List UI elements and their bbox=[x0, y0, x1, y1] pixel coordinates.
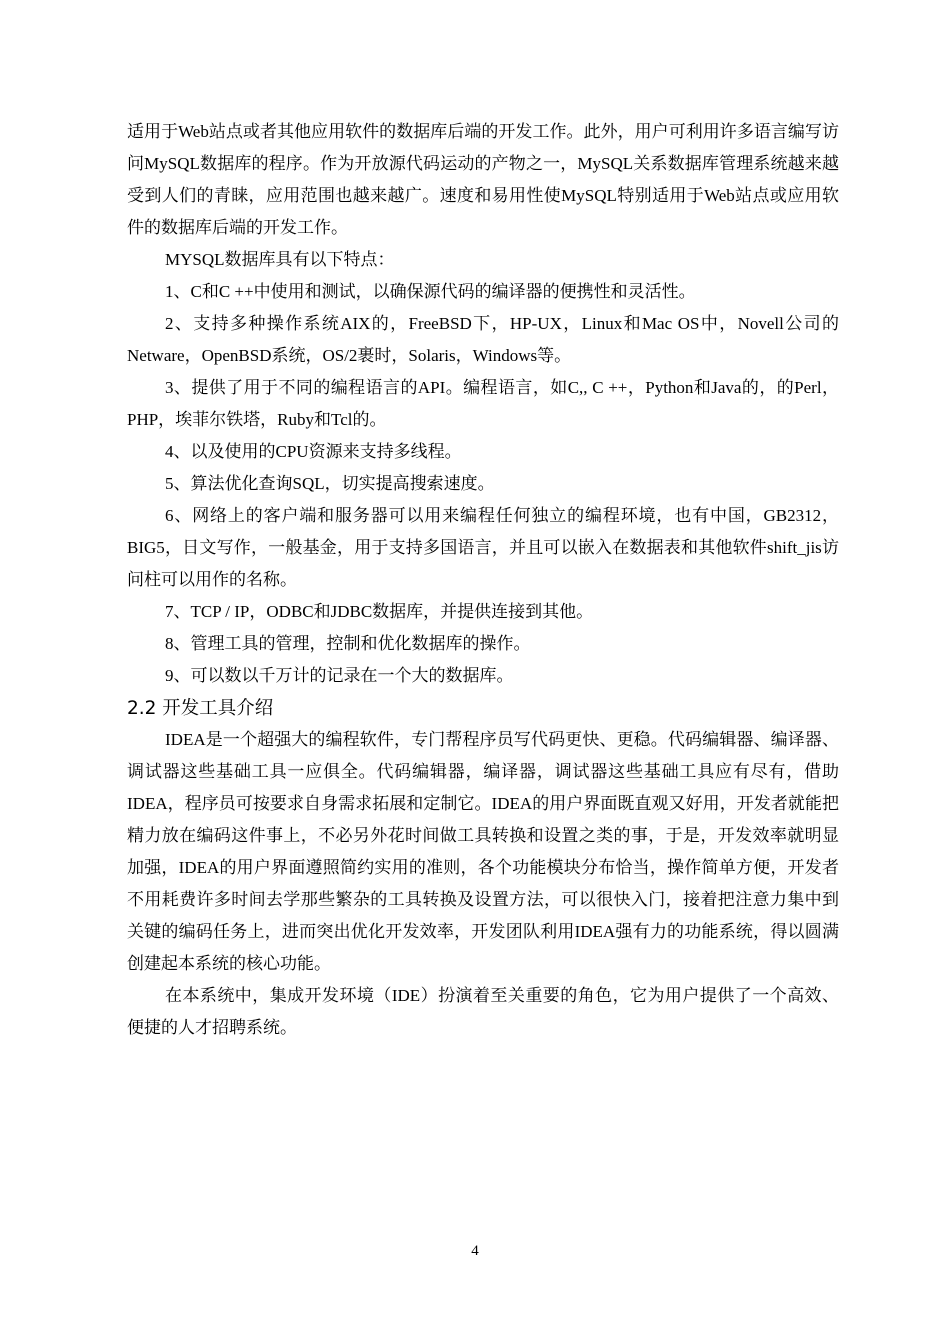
list-item: 4、以及使用的CPU资源来支持多线程。 bbox=[165, 442, 462, 461]
list-item: 6、网络上的客户端和服务器可以用来编程任何独立的编程环境，也有中国，GB2312，BIG5，日文写作，一般基金，用于支持多国语言，并且可以嵌入在数据表和其他软件shift_jis访问柱可以用作的名称。 bbox=[127, 506, 839, 589]
document-page bbox=[127, 116, 839, 1044]
paragraph: MYSQL数据库具有以下特点： bbox=[165, 250, 395, 269]
list-item: 2、支持多种操作系统AIX的，FreeBSD下，HP-UX，Linux和Mac OS中，Novell公司的Netware，OpenBSD系统，OS/2裹时，Solaris，Windows等。 bbox=[127, 314, 839, 365]
list-item: 1、C和C ++中使用和测试，以确保源代码的编译器的便携性和灵活性。 bbox=[165, 282, 696, 301]
page-number: 4 bbox=[471, 1243, 479, 1259]
list-item: 9、可以数以千万计的记录在一个大的数据库。 bbox=[165, 666, 514, 685]
section-heading: 2.2 开发工具介绍 bbox=[127, 698, 274, 719]
paragraph: 适用于Web站点或者其他应用软件的数据库后端的开发工作。此外，用户可利用许多语言编写访问MySQL数据库的程序。作为开放源代码运动的产物之一，MySQL关系数据库管理系统越来越受到人们的青睐，应用范围也越来越广。速度和易用性使MySQL特别适用于Web站点或应用软件的数据库后端的开发工作。 bbox=[127, 122, 839, 237]
list-item: 5、算法优化查询SQL，切实提高搜索速度。 bbox=[165, 474, 495, 493]
list-item: 3、提供了用于不同的编程语言的API。编程语言，如C,, C ++，Python和Java的，的Perl，PHP，埃菲尔铁塔，Ruby和Tcl的。 bbox=[127, 378, 839, 429]
list-item: 8、管理工具的管理，控制和优化数据库的操作。 bbox=[165, 634, 531, 653]
paragraph: IDEA是一个超强大的编程软件，专门帮程序员写代码更快、更稳。代码编辑器、编译器、调试器这些基础工具一应俱全。代码编辑器，编译器，调试器这些基础工具应有尽有，借助IDEA，程序员可按要求自身需求拓展和定制它。IDEA的用户界面既直观又好用，开发者就能把精力放在编码这件事上，不必另外花时间做工具转换和设置之类的事，于是，开发效率就明显加强，IDEA的用户界面遵照简约实用的准则，各个功能模块分布恰当，操作简单方便，开发者不用耗费许多时间去学那些繁杂的工具转换及设置方法，可以很快入门，接着把注意力集中到关键的编码任务上，进而突出优化开发效率，开发团队利用IDEA强有力的功能系统，得以圆满创建起本系统的核心功能。 bbox=[127, 730, 839, 973]
list-item: 7、TCP / IP，ODBC和JDBC数据库，并提供连接到其他。 bbox=[165, 602, 594, 621]
paragraph: 在本系统中，集成开发环境（IDE）扮演着至关重要的角色，它为用户提供了一个高效、便捷的人才招聘系统。 bbox=[127, 986, 839, 1037]
